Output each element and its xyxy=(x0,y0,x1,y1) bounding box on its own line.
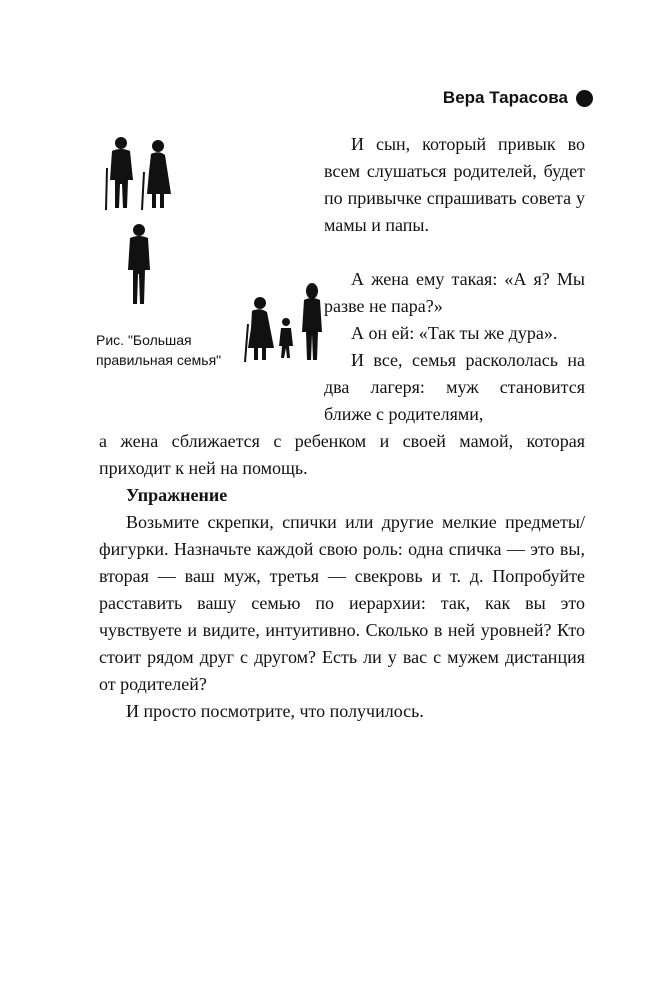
section-heading: Упражнение xyxy=(126,485,228,505)
bullet-dot-icon xyxy=(576,90,593,107)
child-icon xyxy=(279,318,293,358)
grandmother-with-cane-icon xyxy=(142,140,171,210)
family-figure xyxy=(96,128,330,418)
paragraph: Возьмите скрепки, спички или другие мелкие предметы/фигурки. Назначьте каждой свою роль: одна спичка — это вы, вторая — ваш муж, третья — свекровь и т. д. Попробуйте расставить вашу семью по иерархии: так, как вы это чувствуете и видите, интуитивно. Сколько в ней уровней? Кто стоит рядом друг с другом? Есть ли у вас с мужем дистанция от родителей? xyxy=(99,512,585,694)
author-name: Вера Тарасова xyxy=(442,88,568,107)
grandmother-with-cane-icon-2 xyxy=(245,297,274,362)
man-icon xyxy=(128,224,150,304)
paragraph-continuation: а жена сближается с ребенком и своей мамой, которая приходит к ней на помощь. xyxy=(99,431,585,478)
paragraph: И сын, который привык во всем слушаться родителей, будет по привычке спрашивать совета у мамы и папы. xyxy=(324,134,585,235)
paragraph: И все, семья раскололась на два лагеря: муж становится ближе с родителями, xyxy=(324,350,585,424)
paragraph: А он ей: «Так ты же дура». xyxy=(351,323,558,343)
family-silhouettes xyxy=(96,128,330,418)
paragraph: И просто посмотрите, что получилось. xyxy=(126,701,424,721)
running-header xyxy=(443,88,593,108)
woman-icon xyxy=(302,283,322,360)
figure-caption: Рис. "Большая правильная семья" xyxy=(96,332,222,368)
paragraph: А жена ему такая: «А я? Мы разве не пара?» xyxy=(324,269,585,316)
grandfather-with-cane-icon xyxy=(106,137,133,210)
